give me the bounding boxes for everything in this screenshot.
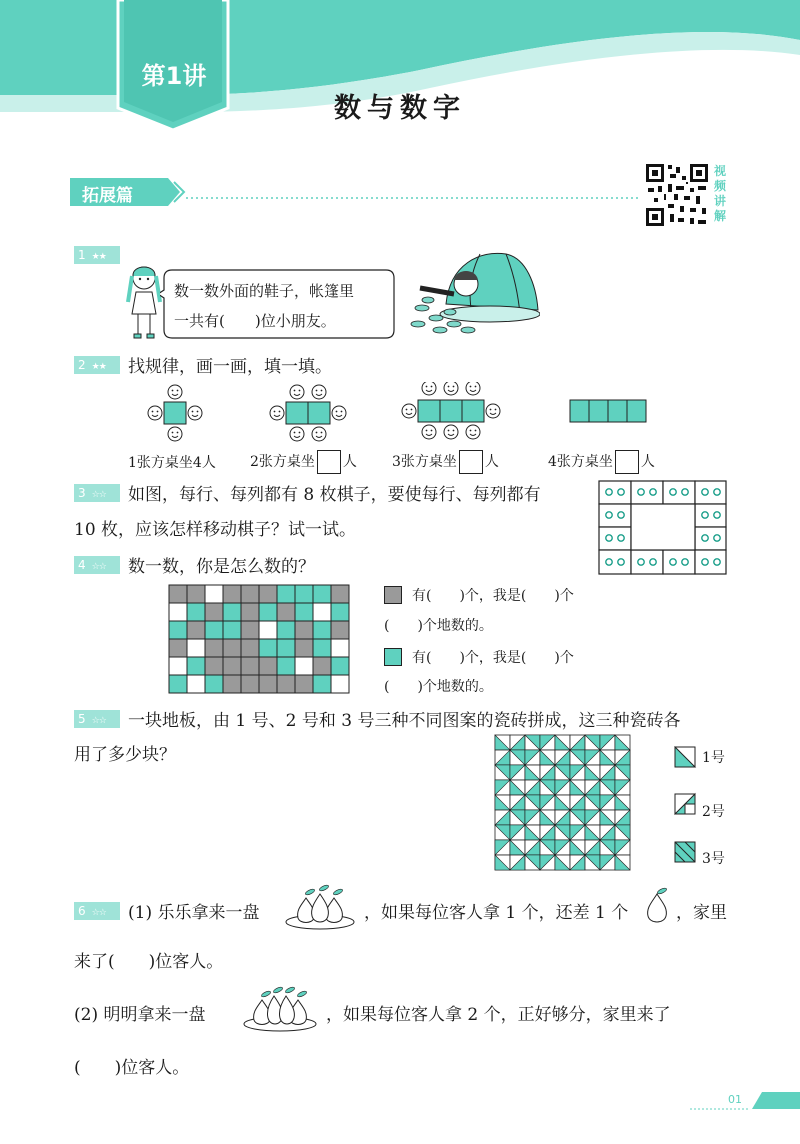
grid-cell [169,603,187,621]
pear-plate-icon [240,982,320,1034]
question-number-4: 4 ☆☆ [74,556,120,574]
q5-line2: 用了多少块？ [74,745,176,765]
grid-cell [313,657,331,675]
grid-cell [313,639,331,657]
tile-label-2: 2号 [702,804,725,820]
grid-cell [241,603,259,621]
grid-cell [169,675,187,693]
grid-cell [223,585,241,603]
grid-cell [259,603,277,621]
q2-caption-3: 3张方桌坐 人 [392,450,499,474]
grid-cell [277,585,295,603]
grid-cell [277,639,295,657]
grid-cell [295,603,313,621]
grid-cell [331,621,349,639]
q4-green-line1: 有( )个，我是( )个 [412,650,574,666]
q6-p1-c: ，家里 [676,903,727,923]
grid-cell [169,621,187,639]
grid-cell [169,639,187,657]
section-banner [70,178,710,208]
grid-cell [259,585,277,603]
q6-p1-a: (1) 乐乐拿来一盘 [128,903,260,923]
qr-caption: 视 频 讲 解 [714,164,727,223]
grid-cell [241,621,259,639]
grid-cell [241,675,259,693]
tile-label-3: 3号 [702,851,725,867]
chess-piece-grid [598,480,728,576]
page-number: 01 [728,1093,742,1106]
q4-gray-line2: ( )个地数的。 [384,618,493,634]
q4-green-line2: ( )个地数的。 [384,679,493,695]
q3-line2: 10 枚，应该怎样移动棋子？试一试。 [74,520,357,540]
grid-cell [205,621,223,639]
q3-line1: 如图，每行、每列都有 8 枚棋子，要使每行、每列都有 [128,485,541,505]
grid-cell [331,657,349,675]
grid-cell [187,585,205,603]
q1-bubble-line1: 数一数外面的鞋子，帐篷里 [174,282,355,300]
grid-cell [223,603,241,621]
question-number-2: 2 ★★ [74,356,120,374]
q6-p2-a: (2) 明明拿来一盘 [74,1005,206,1025]
question-number-3: 3 ☆☆ [74,484,120,502]
grid-cell [295,675,313,693]
grid-cell [277,603,295,621]
grid-cell [313,585,331,603]
grid-cell [187,603,205,621]
section-label: 拓展篇 [82,186,133,206]
grid-cell [277,657,295,675]
q2-caption-1: 1张方桌坐4人 [128,455,216,471]
grid-cell [313,675,331,693]
grid-cell [277,675,295,693]
grid-cell [241,639,259,657]
page-title: 数与数字 [334,93,466,124]
grid-cell [259,657,277,675]
q5-line1: 一块地板，由 1 号、2 号和 3 号三种不同图案的瓷砖拼成，这三种瓷砖各 [128,711,681,731]
q1-bubble-line2: 一共有( )位小朋友。 [174,312,336,330]
grid-cell [205,585,223,603]
grid-cell [295,585,313,603]
grid-cell [223,657,241,675]
grid-cell [331,585,349,603]
grid-cell [205,639,223,657]
qr-code[interactable] [644,162,710,228]
grid-cell [331,603,349,621]
colored-grid [168,584,350,694]
q6-p1-d: 来了( )位客人。 [74,952,224,972]
grid-cell [313,603,331,621]
gray-square-legend [384,586,402,604]
grid-cell [331,639,349,657]
q4-text: 数一数，你是怎么数的？ [128,557,315,577]
floor-tile-pattern [494,734,632,872]
q2-text: 找规律，画一画，填一填。 [128,357,332,377]
pear-plate-icon [282,878,358,932]
answer-box[interactable] [317,450,341,474]
question-number-1: 1 ★★ [74,246,120,264]
tile-legend [674,746,698,864]
grid-cell [223,675,241,693]
grid-cell [223,639,241,657]
grid-cell [187,675,205,693]
tile-label-1: 1号 [702,750,725,766]
grid-cell [259,675,277,693]
grid-cell [295,657,313,675]
grid-cell [187,657,205,675]
grid-cell [295,639,313,657]
q2-caption-2: 2张方桌坐 人 [250,450,357,474]
grid-cell [259,621,277,639]
pear-icon [642,886,672,926]
grid-cell [223,621,241,639]
grid-cell [295,621,313,639]
green-square-legend [384,648,402,666]
table-seating-pattern [140,382,680,444]
answer-box[interactable] [615,450,639,474]
grid-cell [331,675,349,693]
grid-cell [205,675,223,693]
grid-cell [241,585,259,603]
question-number-6: 6 ☆☆ [74,902,120,920]
grid-cell [169,657,187,675]
grid-cell [205,657,223,675]
grid-cell [259,639,277,657]
q4-gray-line1: 有( )个，我是( )个 [412,588,574,604]
q6-p2-c: ( )位客人。 [74,1058,190,1078]
grid-cell [187,639,205,657]
question-number-5: 5 ☆☆ [74,710,120,728]
grid-cell [313,621,331,639]
q6-p2-b: ，如果每位客人拿 2 个，正好够分，家里来了 [326,1005,671,1025]
answer-box[interactable] [459,450,483,474]
grid-cell [169,585,187,603]
grid-cell [187,621,205,639]
tent-illustration [410,244,540,336]
grid-cell [277,621,295,639]
lecture-number: 第1讲 [141,62,207,90]
footer-band [690,1090,800,1110]
q6-p1-b: ，如果每位客人拿 1 个，还差 1 个 [364,903,629,923]
q2-caption-4: 4张方桌坐 人 [548,450,655,474]
grid-cell [205,603,223,621]
grid-cell [241,657,259,675]
